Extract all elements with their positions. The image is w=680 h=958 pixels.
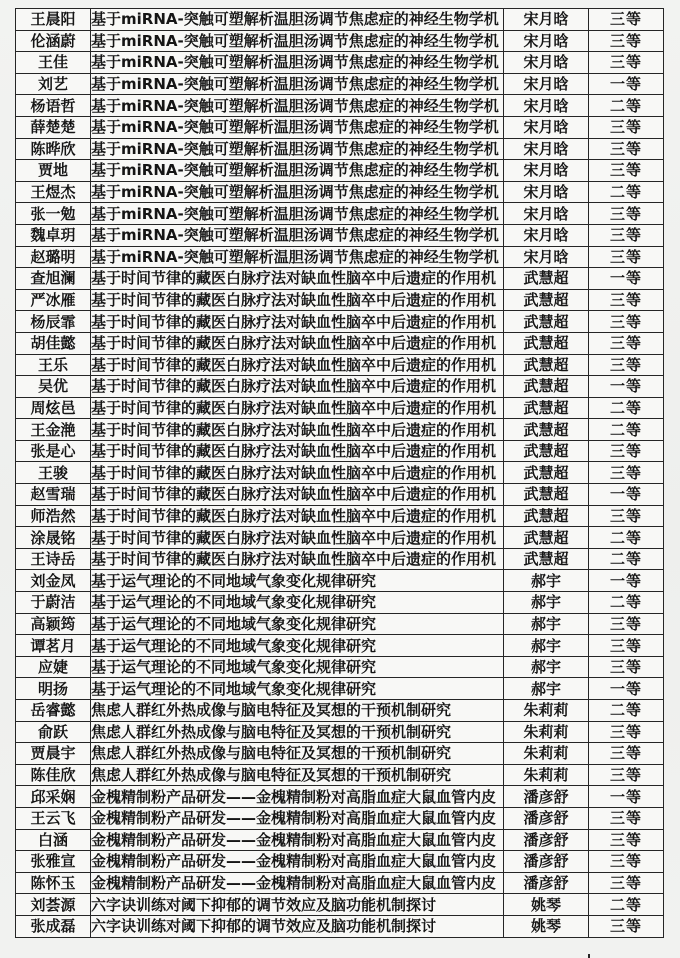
award-level-cell: 三等 [589, 764, 664, 786]
award-level-cell: 三等 [589, 116, 664, 138]
table-row [16, 462, 664, 484]
student-name-cell: 陈佳欣 [16, 764, 91, 786]
award-level-cell: 三等 [589, 203, 664, 225]
table-divider-tail [588, 954, 590, 958]
award-level-cell: 二等 [589, 700, 664, 722]
project-title-cell: 基于运气理论的不同地域气象变化规律研究 [91, 613, 504, 635]
project-title-cell: 基于时间节律的藏医白脉疗法对缺血性脑卒中后遗症的作用机 [91, 505, 504, 527]
table-row [16, 376, 664, 398]
table-row [16, 289, 664, 311]
project-title-cell: 金槐精制粉产品研发——金槐精制粉对高脂血症大鼠血管内皮 [91, 807, 504, 829]
project-title-cell: 基于miRNA-突触可塑解析温胆汤调节焦虑症的神经生物学机 [91, 246, 504, 268]
project-title-cell: 基于时间节律的藏医白脉疗法对缺血性脑卒中后遗症的作用机 [91, 419, 504, 441]
advisor-name-cell: 武慧超 [504, 311, 589, 333]
student-name-cell: 陈怀玉 [16, 872, 91, 894]
student-name-cell: 贾晨宇 [16, 743, 91, 765]
advisor-name-cell: 宋月晗 [504, 95, 589, 117]
student-name-cell: 陈晔欣 [16, 138, 91, 160]
table-row [16, 915, 664, 937]
advisor-name-cell: 宋月晗 [504, 246, 589, 268]
award-level-cell: 一等 [589, 376, 664, 398]
table-row [16, 268, 664, 290]
table-row [16, 354, 664, 376]
advisor-name-cell: 宋月晗 [504, 138, 589, 160]
advisor-name-cell: 武慧超 [504, 527, 589, 549]
table-row [16, 700, 664, 722]
table-row [16, 484, 664, 506]
student-name-cell: 刘金凤 [16, 570, 91, 592]
award-level-cell: 三等 [589, 505, 664, 527]
award-level-cell: 三等 [589, 289, 664, 311]
advisor-name-cell: 潘彦舒 [504, 829, 589, 851]
project-title-cell: 基于运气理论的不同地域气象变化规律研究 [91, 678, 504, 700]
project-title-cell: 焦虑人群红外热成像与脑电特征及冥想的干预机制研究 [91, 743, 504, 765]
award-level-cell: 三等 [589, 462, 664, 484]
table-row [16, 527, 664, 549]
advisor-name-cell: 宋月晗 [504, 203, 589, 225]
advisor-name-cell: 潘彦舒 [504, 807, 589, 829]
award-level-cell: 三等 [589, 872, 664, 894]
award-level-cell: 三等 [589, 829, 664, 851]
project-title-cell: 基于miRNA-突触可塑解析温胆汤调节焦虑症的神经生物学机 [91, 181, 504, 203]
award-level-cell: 一等 [589, 570, 664, 592]
table-row [16, 721, 664, 743]
project-title-cell: 基于miRNA-突触可塑解析温胆汤调节焦虑症的神经生物学机 [91, 224, 504, 246]
advisor-name-cell: 武慧超 [504, 289, 589, 311]
advisor-name-cell: 武慧超 [504, 354, 589, 376]
advisor-name-cell: 朱莉莉 [504, 743, 589, 765]
student-name-cell: 师浩然 [16, 505, 91, 527]
student-name-cell: 王骏 [16, 462, 91, 484]
project-title-cell: 基于运气理论的不同地域气象变化规律研究 [91, 592, 504, 614]
student-name-cell: 邱采娴 [16, 786, 91, 808]
student-name-cell: 王云飞 [16, 807, 91, 829]
advisor-name-cell: 宋月晗 [504, 116, 589, 138]
table-row [16, 592, 664, 614]
advisor-name-cell: 潘彦舒 [504, 872, 589, 894]
award-level-cell: 三等 [589, 332, 664, 354]
advisor-name-cell: 郝宇 [504, 570, 589, 592]
project-title-cell: 基于时间节律的藏医白脉疗法对缺血性脑卒中后遗症的作用机 [91, 440, 504, 462]
project-title-cell: 基于miRNA-突触可塑解析温胆汤调节焦虑症的神经生物学机 [91, 203, 504, 225]
student-name-cell: 伦涵蔚 [16, 30, 91, 52]
table-row [16, 786, 664, 808]
advisor-name-cell: 宋月晗 [504, 73, 589, 95]
project-title-cell: 金槐精制粉产品研发——金槐精制粉对高脂血症大鼠血管内皮 [91, 851, 504, 873]
project-title-cell: 基于运气理论的不同地域气象变化规律研究 [91, 635, 504, 657]
award-level-cell: 三等 [589, 9, 664, 31]
project-title-cell: 基于miRNA-突触可塑解析温胆汤调节焦虑症的神经生物学机 [91, 30, 504, 52]
student-name-cell: 俞跃 [16, 721, 91, 743]
advisor-name-cell: 武慧超 [504, 268, 589, 290]
advisor-name-cell: 郝宇 [504, 656, 589, 678]
table-row [16, 95, 664, 117]
award-level-cell: 三等 [589, 138, 664, 160]
award-level-cell: 一等 [589, 73, 664, 95]
advisor-name-cell: 郝宇 [504, 678, 589, 700]
table-row [16, 246, 664, 268]
project-title-cell: 基于时间节律的藏医白脉疗法对缺血性脑卒中后遗症的作用机 [91, 462, 504, 484]
award-level-cell: 二等 [589, 592, 664, 614]
project-title-cell: 基于miRNA-突触可塑解析温胆汤调节焦虑症的神经生物学机 [91, 138, 504, 160]
table-row [16, 419, 664, 441]
student-name-cell: 刘艺 [16, 73, 91, 95]
table-row [16, 764, 664, 786]
advisor-name-cell: 潘彦舒 [504, 851, 589, 873]
award-level-cell: 三等 [589, 30, 664, 52]
student-name-cell: 王佳 [16, 52, 91, 74]
award-level-cell: 一等 [589, 678, 664, 700]
award-level-cell: 二等 [589, 397, 664, 419]
project-title-cell: 基于时间节律的藏医白脉疗法对缺血性脑卒中后遗症的作用机 [91, 311, 504, 333]
award-level-cell: 三等 [589, 224, 664, 246]
table-row [16, 73, 664, 95]
project-title-cell: 基于miRNA-突触可塑解析温胆汤调节焦虑症的神经生物学机 [91, 9, 504, 31]
award-level-cell: 三等 [589, 635, 664, 657]
award-level-cell: 一等 [589, 268, 664, 290]
project-title-cell: 基于时间节律的藏医白脉疗法对缺血性脑卒中后遗症的作用机 [91, 484, 504, 506]
advisor-name-cell: 宋月晗 [504, 9, 589, 31]
award-level-cell: 三等 [589, 656, 664, 678]
award-level-cell: 三等 [589, 354, 664, 376]
student-name-cell: 王乐 [16, 354, 91, 376]
table-row [16, 138, 664, 160]
table-row [16, 872, 664, 894]
advisor-name-cell: 宋月晗 [504, 52, 589, 74]
advisor-name-cell: 武慧超 [504, 419, 589, 441]
advisor-name-cell: 郝宇 [504, 635, 589, 657]
project-title-cell: 基于miRNA-突触可塑解析温胆汤调节焦虑症的神经生物学机 [91, 95, 504, 117]
awards-table-body [16, 9, 664, 938]
student-name-cell: 王金滟 [16, 419, 91, 441]
advisor-name-cell: 宋月晗 [504, 30, 589, 52]
advisor-name-cell: 武慧超 [504, 484, 589, 506]
student-name-cell: 查旭澜 [16, 268, 91, 290]
project-title-cell: 六字诀训练对阈下抑郁的调节效应及脑功能机制探讨 [91, 894, 504, 916]
student-name-cell: 高颖筠 [16, 613, 91, 635]
project-title-cell: 基于时间节律的藏医白脉疗法对缺血性脑卒中后遗症的作用机 [91, 268, 504, 290]
project-title-cell: 基于miRNA-突触可塑解析温胆汤调节焦虑症的神经生物学机 [91, 52, 504, 74]
table-row [16, 851, 664, 873]
advisor-name-cell: 武慧超 [504, 397, 589, 419]
award-level-cell: 三等 [589, 160, 664, 182]
project-title-cell: 焦虑人群红外热成像与脑电特征及冥想的干预机制研究 [91, 721, 504, 743]
award-level-cell: 三等 [589, 807, 664, 829]
table-row [16, 203, 664, 225]
table-row [16, 9, 664, 31]
student-name-cell: 王诗岳 [16, 548, 91, 570]
advisor-name-cell: 郝宇 [504, 613, 589, 635]
project-title-cell: 六字诀训练对阈下抑郁的调节效应及脑功能机制探讨 [91, 915, 504, 937]
advisor-name-cell: 朱莉莉 [504, 764, 589, 786]
student-name-cell: 张一勉 [16, 203, 91, 225]
student-name-cell: 张成磊 [16, 915, 91, 937]
award-level-cell: 三等 [589, 311, 664, 333]
table-row [16, 440, 664, 462]
table-row [16, 397, 664, 419]
table-row [16, 570, 664, 592]
project-title-cell: 基于miRNA-突触可塑解析温胆汤调节焦虑症的神经生物学机 [91, 73, 504, 95]
project-title-cell: 基于时间节律的藏医白脉疗法对缺血性脑卒中后遗症的作用机 [91, 548, 504, 570]
table-row [16, 613, 664, 635]
student-name-cell: 吴优 [16, 376, 91, 398]
advisor-name-cell: 武慧超 [504, 376, 589, 398]
student-name-cell: 应婕 [16, 656, 91, 678]
student-name-cell: 魏卓玥 [16, 224, 91, 246]
student-name-cell: 明扬 [16, 678, 91, 700]
project-title-cell: 基于时间节律的藏医白脉疗法对缺血性脑卒中后遗症的作用机 [91, 354, 504, 376]
student-name-cell: 张雅宣 [16, 851, 91, 873]
student-name-cell: 赵璐明 [16, 246, 91, 268]
award-level-cell: 二等 [589, 181, 664, 203]
student-name-cell: 张是心 [16, 440, 91, 462]
project-title-cell: 基于时间节律的藏医白脉疗法对缺血性脑卒中后遗症的作用机 [91, 289, 504, 311]
student-name-cell: 薛楚楚 [16, 116, 91, 138]
advisor-name-cell: 郝宇 [504, 592, 589, 614]
table-row [16, 678, 664, 700]
award-level-cell: 三等 [589, 915, 664, 937]
advisor-name-cell: 朱莉莉 [504, 721, 589, 743]
award-level-cell: 三等 [589, 613, 664, 635]
student-name-cell: 谭茗月 [16, 635, 91, 657]
table-row [16, 52, 664, 74]
award-level-cell: 三等 [589, 743, 664, 765]
student-name-cell: 赵雪瑞 [16, 484, 91, 506]
award-level-cell: 一等 [589, 484, 664, 506]
table-row [16, 894, 664, 916]
award-level-cell: 一等 [589, 786, 664, 808]
student-name-cell: 杨语哲 [16, 95, 91, 117]
advisor-name-cell: 武慧超 [504, 332, 589, 354]
award-level-cell: 三等 [589, 721, 664, 743]
advisor-name-cell: 朱莉莉 [504, 700, 589, 722]
award-level-cell: 二等 [589, 527, 664, 549]
student-name-cell: 王煜杰 [16, 181, 91, 203]
table-row [16, 743, 664, 765]
table-row [16, 548, 664, 570]
project-title-cell: 金槐精制粉产品研发——金槐精制粉对高脂血症大鼠血管内皮 [91, 829, 504, 851]
advisor-name-cell: 武慧超 [504, 440, 589, 462]
student-name-cell: 白涵 [16, 829, 91, 851]
award-level-cell: 三等 [589, 246, 664, 268]
awards-table [15, 8, 664, 938]
table-row [16, 30, 664, 52]
project-title-cell: 金槐精制粉产品研发——金槐精制粉对高脂血症大鼠血管内皮 [91, 786, 504, 808]
project-title-cell: 基于miRNA-突触可塑解析温胆汤调节焦虑症的神经生物学机 [91, 160, 504, 182]
advisor-name-cell: 姚琴 [504, 894, 589, 916]
award-level-cell: 二等 [589, 419, 664, 441]
advisor-name-cell: 武慧超 [504, 462, 589, 484]
table-row [16, 505, 664, 527]
table-row [16, 332, 664, 354]
table-row [16, 829, 664, 851]
table-row [16, 116, 664, 138]
project-title-cell: 基于运气理论的不同地域气象变化规律研究 [91, 656, 504, 678]
table-row [16, 224, 664, 246]
project-title-cell: 焦虑人群红外热成像与脑电特征及冥想的干预机制研究 [91, 764, 504, 786]
project-title-cell: 基于运气理论的不同地域气象变化规律研究 [91, 570, 504, 592]
award-level-cell: 三等 [589, 440, 664, 462]
student-name-cell: 严冰雁 [16, 289, 91, 311]
student-name-cell: 岳睿懿 [16, 700, 91, 722]
advisor-name-cell: 宋月晗 [504, 181, 589, 203]
table-row [16, 656, 664, 678]
table-row [16, 160, 664, 182]
table-row [16, 635, 664, 657]
project-title-cell: 基于miRNA-突触可塑解析温胆汤调节焦虑症的神经生物学机 [91, 116, 504, 138]
project-title-cell: 焦虑人群红外热成像与脑电特征及冥想的干预机制研究 [91, 700, 504, 722]
advisor-name-cell: 潘彦舒 [504, 786, 589, 808]
student-name-cell: 胡佳懿 [16, 332, 91, 354]
student-name-cell: 周炫邑 [16, 397, 91, 419]
student-name-cell: 贾地 [16, 160, 91, 182]
award-level-cell: 三等 [589, 851, 664, 873]
project-title-cell: 基于时间节律的藏医白脉疗法对缺血性脑卒中后遗症的作用机 [91, 527, 504, 549]
project-title-cell: 基于时间节律的藏医白脉疗法对缺血性脑卒中后遗症的作用机 [91, 376, 504, 398]
award-level-cell: 二等 [589, 548, 664, 570]
award-level-cell: 二等 [589, 95, 664, 117]
student-name-cell: 刘荟源 [16, 894, 91, 916]
advisor-name-cell: 武慧超 [504, 505, 589, 527]
project-title-cell: 基于时间节律的藏医白脉疗法对缺血性脑卒中后遗症的作用机 [91, 397, 504, 419]
advisor-name-cell: 宋月晗 [504, 160, 589, 182]
project-title-cell: 金槐精制粉产品研发——金槐精制粉对高脂血症大鼠血管内皮 [91, 872, 504, 894]
student-name-cell: 王晨阳 [16, 9, 91, 31]
student-name-cell: 于蔚洁 [16, 592, 91, 614]
award-level-cell: 三等 [589, 52, 664, 74]
table-row [16, 181, 664, 203]
student-name-cell: 杨辰霏 [16, 311, 91, 333]
table-row [16, 807, 664, 829]
student-name-cell: 涂晟铭 [16, 527, 91, 549]
award-level-cell: 二等 [589, 894, 664, 916]
advisor-name-cell: 武慧超 [504, 548, 589, 570]
advisor-name-cell: 宋月晗 [504, 224, 589, 246]
project-title-cell: 基于时间节律的藏医白脉疗法对缺血性脑卒中后遗症的作用机 [91, 332, 504, 354]
table-row [16, 311, 664, 333]
advisor-name-cell: 姚琴 [504, 915, 589, 937]
